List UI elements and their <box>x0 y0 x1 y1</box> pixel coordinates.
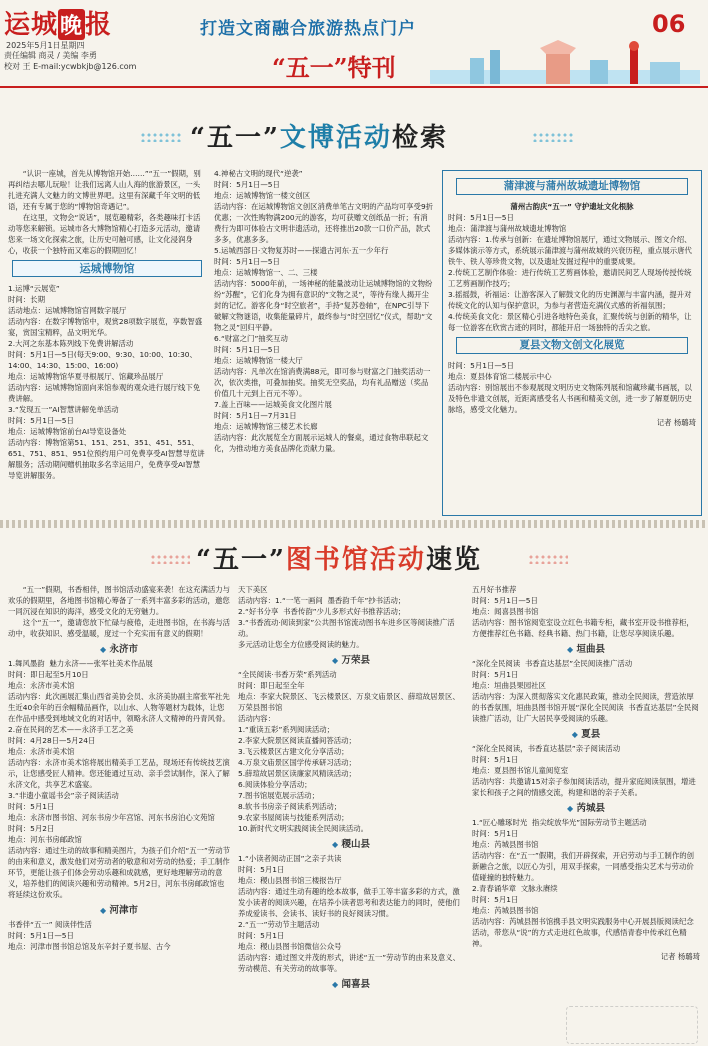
text-line: 活动内容：1.“一笔一画间 墨香韵千年”抄书活动； <box>238 596 406 605</box>
county-header: ◆ 夏县 <box>571 729 601 740</box>
masthead <box>0 0 708 90</box>
venue-header-yuncheng-museum: 运城博物馆 <box>12 260 202 277</box>
text-line: 1.“匠心雕琢时光 指尖绽放华光”国际劳动节主题活动 <box>472 818 647 827</box>
text-line: 4.传统美食文化：景区精心引进各地特色美食，汇聚传统与创新的精华，让每一位游客在欣赏古迹的同时，都能开启一场独特的舌尖之旅。 <box>448 312 692 332</box>
text-line: 地点：芮城县图书馆 <box>472 906 539 915</box>
text-line: 地点：运城博物馆三楼艺术长廊 <box>214 422 318 431</box>
text-line: 地点：稷山县图书馆三楼报告厅 <box>238 876 342 885</box>
text-line: 地点：蒲津渡与蒲州故城遗址博物馆 <box>448 224 567 233</box>
text-line: 活动内容：在运城博物馆文创区消费单笔古文明的产品均可享受9折优惠；一次性购物满200元的游客，均可获赠文创纸品一折；有消费行为即可体验古文明非遗活动，还将推出20款一口价产品，款式多多，优惠多多。 <box>214 202 434 244</box>
section2-title-c: 速览 <box>425 545 482 575</box>
text-line: 时间：5月1日 <box>238 865 285 874</box>
text-line: 时间：即日起至全年 <box>238 681 305 690</box>
text-line: 活动内容：此次画展汇集山西省美协会员、永济美协副主席张军社先生近40余年的百余幅精品画作，以山水、人物等题材为载体，让您在作品中感受到地域文化的对话中，领略永济人文精神的丹青风骨。 <box>8 692 230 723</box>
text-line: 五月好书推荐 <box>472 585 517 594</box>
text-line: 2.奋在民间的艺术——永济手工艺之美 <box>8 725 134 734</box>
text-line: 6.“财富之门”抽奖互动 <box>214 334 288 343</box>
text-line: 3.“书香流动·阅读到家”公共图书馆流动图书车进乡区等阅读推广活动。 <box>238 618 455 638</box>
venue-header-pujindu-museum: 蒲津渡与蒲州故城遗址博物馆 <box>456 178 688 195</box>
text-line: 活动内容：在“五一”假期，我们开辟探索，开启劳动与手工制作的创新融合之旅，以匠心为引，用双手探索，一同感受指尖艺术与劳动价值碰撞的独特魅力。 <box>472 851 694 882</box>
section1-title-b: 文博活动 <box>279 123 392 153</box>
text-line: 时间：5月1日—5日 <box>448 361 514 370</box>
logo-text-b: 晚 <box>58 9 85 40</box>
title-dots-left <box>140 132 182 142</box>
text-line: 地点：河津市图书馆总馆及东辛封子夏书屋、古今 <box>8 942 171 951</box>
text-line: 地点：稷山县图书馆微信公众号 <box>238 942 342 951</box>
county-name: 芮城县 <box>576 803 605 814</box>
text-line: 时间：5月1日 <box>472 895 519 904</box>
text-line: 活动内容：运城博物馆面向来馆参观的观众进行展厅线下免费讲解。 <box>8 383 201 403</box>
text-line: 3.“非遗小童谣书会”亲子阅读活动 <box>8 791 119 800</box>
county-header: ◆ 芮城县 <box>567 803 605 814</box>
text-line: 地点：运城博物馆一楼文创区 <box>214 191 311 200</box>
text-line: “深化全民阅读，书香直达基层”亲子阅读活动 <box>472 744 621 753</box>
section1-title-a: “五一” <box>190 123 280 153</box>
section1-title <box>190 117 448 154</box>
section2-column-1 <box>8 584 230 1044</box>
county-header: ◆ 永济市 <box>100 644 138 655</box>
text-line: 书香伴“五一” 阅读伴性活 <box>8 920 92 929</box>
text-line: 活动内容：5000年前，一场神秘的能量波动让运城博物馆的文物纷纷“苏醒”，它们化身为拥有意识的“文物之灵”，等待有缘人揭开尘封的记忆。游客化身“时空旅者”，手持“复苏卷轴”，在NPC引导下破解文物谜语，收集能量碎片，最终参与“时空回忆”仪式，帮助“文物之灵”回归平静。 <box>214 279 433 332</box>
county-name: 夏县 <box>581 729 601 740</box>
issue-date: 2025年5月1日星期四 <box>6 41 85 50</box>
paragraph: “认识一座城，首先从博物馆开始……”“五一”假期，别再纠结去哪儿玩啦！让我们远离人山人海的旅游景区，一头扎进充满人文魅力的文博世界吧。这里有深藏千年文明的低语，还有专属于您的“博物馆奇遇记”。 <box>8 169 201 211</box>
text-line: 2.“五一”劳动节主题活动 <box>238 920 320 929</box>
text-line: 时间：4月28日—5月24日 <box>8 736 96 745</box>
text-line: 时间：5月1日—7月31日 <box>214 411 297 420</box>
text-line: 地点：运城博物馆一楼大厅 <box>214 356 303 365</box>
text-line: 地点：永济市美术馆 <box>8 681 75 690</box>
text-line: 时间：5月1日—5日 <box>214 180 280 189</box>
text-line: 1.舞风墨韵 魅力永济——张军社美术作品展 <box>8 659 153 668</box>
text-line: 地点：垣曲县果园社区 <box>472 681 546 690</box>
title-dots-right <box>528 554 568 564</box>
text-line: 9.农家书屋阅读与技能系列活动； <box>238 813 349 822</box>
text-line: 地点：闻喜县图书馆 <box>472 607 539 616</box>
paragraph: “五一”假期，书香相伴，图书馆活动盛宴来袭！在这充满活力与欢乐的假期里，各地图书馆精心筹备了一系列丰富多彩的活动，邀您一同沉浸在知识的海洋，感受文化的无穷魅力。 <box>8 585 230 616</box>
title-dots-right <box>532 132 574 142</box>
text-line: 5.薛瑄故居景区读廉家风精读活动； <box>238 769 356 778</box>
title-dots-left <box>150 554 190 564</box>
text-line: 活动内容： <box>238 714 275 723</box>
text-line: 时间：5月1日 <box>238 931 285 940</box>
newspaper-logo <box>4 4 112 41</box>
text-line: 3.“发现五一”AI智慧讲解免单活动 <box>8 405 119 414</box>
text-line: 2.传统工艺制作体验：进行传统工艺剪画体验，邀请民间艺人现场传授传统工艺剪画制作技巧； <box>448 268 692 288</box>
section1-column-3 <box>448 174 696 512</box>
section1-column-2 <box>214 168 434 518</box>
text-line: 时间：5月1日—5日 <box>448 213 514 222</box>
text-line: 时间：5月1日 <box>8 802 55 811</box>
text-line: 时间：5月1日—5日 <box>472 596 538 605</box>
county-name: 稷山县 <box>341 839 370 850</box>
text-line: 6.阅读体验分享活动； <box>238 780 312 789</box>
text-line: 活动地点：运城博物馆官网数字展厅 <box>8 306 127 315</box>
text-line: 地点：运城博物馆一、二、三楼 <box>214 268 318 277</box>
watermark-stamp <box>566 1006 698 1044</box>
county-header: ◆ 稷山县 <box>332 839 370 850</box>
text-line: 活动内容：凡单次在馆消费满88元，即可参与财富之门抽奖活动一次，依次类推，可叠加抽奖。抽奖无空奖品，均有礼品赠送（奖品价值几十元到上百元不等）。 <box>214 367 431 398</box>
text-line: 蒲州古韵庆“五一” 守护遗址文化根脉 <box>510 202 634 211</box>
text-line: 时间：5月1日 <box>472 670 519 679</box>
text-line: 时间：5月1日 <box>472 829 519 838</box>
text-line: 活动内容：此次展览全方面展示运城人的餐桌，通过食物串联起文化，为推动地方美食品牌化贡献力量。 <box>214 433 429 453</box>
text-line: 地点：河东书房邮政馆 <box>8 835 82 844</box>
text-line: 时间：5月1日—5日 <box>214 345 280 354</box>
masthead-rule <box>0 86 708 88</box>
section2-title-a: “五一” <box>196 545 286 575</box>
text-line: 活动内容：通过生动的故事和精美图片，为孩子们介绍“五一”劳动节的由来和意义，激发他们对劳动者的敬意和对劳动的热爱；手工制作环节，更能让孩子们体会劳动乐趣和成就感，更好地理解劳动的意义，培养他们的阅读兴趣和劳动精神。5月2日，河东书房邮政馆也将延续这份欢乐。 <box>8 846 230 899</box>
author-byline: 记者 杨璐琦 <box>656 418 696 427</box>
county-name: 永济市 <box>109 644 138 655</box>
section1-title-c: 检索 <box>391 123 448 153</box>
text-line: 时间：5月1日—5日(每天9:00、9:30、10:00、10:30、14:00、14:30、15:00、16:00) <box>8 350 197 370</box>
text-line: 活动内容：别馆展出不参观展现文明历史文物陈列展和馆藏珍藏书画展，以及特色非遗文创展，近距离感受名人书画和精美文创，进一步了解夏朝历史脉络，感受文化魅力。 <box>448 383 692 414</box>
venue-header-xiaxian-exhibition: 夏县文物文创文化展览 <box>456 337 688 354</box>
text-line: “深化全民阅读 书香直达基层”全民阅读推广活动 <box>472 659 633 668</box>
text-line: 2.大河之东基本陈列线下免费讲解活动 <box>8 339 134 348</box>
page-slogan: 打造文商融合旅游热点门户 <box>200 19 416 39</box>
text-line: 8.软书书房亲子阅读系列活动； <box>238 802 342 811</box>
section1-column-1 <box>8 168 206 518</box>
text-line: 10.新时代文明实践阅读全民阅读活动。 <box>238 824 369 833</box>
text-line: 2.李家大院景区阅读直播间答活动； <box>238 736 356 745</box>
text-line: 地点：夏县图书馆儿童阅览室 <box>472 766 569 775</box>
text-line: 活动内容：为深入贯彻落实文化惠民政策，推动全民阅读，营造浓厚的书香氛围，垣曲县图书馆开展“深化全民阅读 书香直达基层”全民阅读推广活动，让广大居民享受阅读的乐趣。 <box>472 692 699 723</box>
page-number: 06 <box>652 10 686 38</box>
text-line: 3.飞云楼景区古建文化分享活动； <box>238 747 349 756</box>
text-line: 地点：夏县体育馆二楼展示中心 <box>448 372 552 381</box>
section-divider <box>0 520 708 528</box>
staff-line: 校对 王 E-mail:ycwbkjb@126.com <box>4 62 137 71</box>
text-line: 5.运城西部日·文物复苏时——探遗古河东·五一少年行 <box>214 246 389 255</box>
county-header: ◆ 万荣县 <box>332 655 370 666</box>
paragraph: 这个“五一”，邀请您放下忙碌与疲倦，走进图书馆，在书海与活动中，收获知识、感受温暖，度过一个充实而有意义的假期！ <box>8 618 230 638</box>
text-line: 4.神秘古文明的现代“逆袭” <box>214 169 303 178</box>
text-line: 1.运博“云展览” <box>8 284 60 293</box>
paragraph: 在这里，文物会“说话”，展览趣精彩，各类趣味打卡活动等您来解锁。运城市各大博物馆精心打造多元活动，邀请您来一场文化探索之旅，让历史可触可感，让文化浸润身心，收获一个独特而又难忘的假期回忆！ <box>8 213 201 255</box>
author-byline: 记者 杨璐琦 <box>660 952 700 961</box>
text-line: 活动内容：在数字博物馆中，观赏28项数字展览，享数智盛宴，赏国宝精粹，品文明光华。 <box>8 317 203 337</box>
county-name: 万荣县 <box>341 655 370 666</box>
text-line: 活动内容：永济市美术馆将展出精美手工艺品，现场还有传统技艺演示，让您感受匠人精神。您还能通过互动、亲手尝试制作，深入了解永济文化，共享艺术盛宴。 <box>8 758 230 789</box>
text-line: 地点：永济市美术馆 <box>8 747 75 756</box>
text-line: 地点：芮城县图书馆 <box>472 840 539 849</box>
text-line: 活动内容：共邀请15对亲子参加阅读活动，提升家庭阅读氛围，增进家长和孩子之间的情感交流，构建和谐的亲子关系。 <box>472 777 696 797</box>
county-header: ◆ 垣曲县 <box>567 644 605 655</box>
text-line: 多元活动让您全方位感受阅读的魅力。 <box>238 640 364 649</box>
logo-text-c: 报 <box>85 10 113 40</box>
text-line: 活动内容：通过生动有趣的绘本故事，做手工等丰富多彩的方式，激发小读者的阅读兴趣，在培养小读者思考和表达能力的同时，使他们养成爱读书、会读书、读好书的良好阅读习惯。 <box>238 887 460 918</box>
staff-credits <box>4 50 136 72</box>
text-line: 地点：李家大院景区、飞云楼景区、万泉文庙景区、薛瑄故居景区、万荣县图书馆 <box>238 692 460 712</box>
text-line: 活动内容：芮城县图书馆携手县文明实践服务中心开展县版阅读纪念活动，带您从“说”的方式走进红色故事，代感悟青春中传承红色精神。 <box>472 917 694 948</box>
text-line: 活动内容：博物馆第51、151、251、351、451、551、651、751、851、951位预约用户可免费享受AI智慧导览讲解服务；活动期间赠机抽取多名幸运用户，免费享受AI智慧导览讲解服务。 <box>8 438 205 480</box>
text-line: 时间：5月2日 <box>8 824 55 833</box>
staff-line: 责任编辑 商灵 / 美编 李勇 <box>4 51 97 60</box>
text-line: 7.盖上百味——运城美食文化图片展 <box>214 400 332 409</box>
county-header: ◆ 河津市 <box>100 905 138 916</box>
text-line: 4.万泉文庙景区国学传承研习活动； <box>238 758 356 767</box>
section2-title <box>196 539 482 576</box>
section2-column-3 <box>472 584 700 1044</box>
text-line: 地点：运城博物馆前台AI导览设备处 <box>8 427 127 436</box>
text-line: 活动内容：1.传承与创新：在遗址博物馆展厅，通过文物展示、图文介绍、多媒体演示等方式，系统展示蒲津渡与蒲州故城的兴衰历程，重点展示唐代铁牛、铁人等珍贵文物，以及遗址发掘过程中的重要成果。 <box>448 235 692 266</box>
county-name: 垣曲县 <box>576 644 605 655</box>
text-line: 时间：5月1日—5日 <box>8 931 74 940</box>
text-line: 1.“重读五彩”系列阅读活动； <box>238 725 335 734</box>
text-line: 2.青春诵华章 文脉永赓续 <box>472 884 558 893</box>
text-line: 2.“好书分享 书香传韵”少儿多形式好书推荐活动； <box>238 607 406 616</box>
text-line: 1.“小读者阅动正国”之亲子共读 <box>238 854 342 863</box>
county-header: ◆ 闻喜县 <box>332 979 370 990</box>
text-line: 地点：永济市图书馆、河东书房少年宫馆、河东书房泊心文苑馆 <box>8 813 215 822</box>
text-line: 地点：运城博物馆华夏寻根展厅、馆藏珍品展厅 <box>8 372 164 381</box>
section2-title-b: 图书馆活动 <box>285 545 426 575</box>
logo-text-a: 运城 <box>4 10 59 40</box>
text-line: 7.图书馆展览展示活动； <box>238 791 319 800</box>
text-line: 3.摇摇鼓，祈福运：让游客深入了解鼓文化的历史渊源与丰富内涵，提升对传统文化的认知与保护意识，为参与者营造充满仪式感的祈福氛围； <box>448 290 692 310</box>
text-line: 时间：5月1日—5日 <box>8 416 74 425</box>
text-line: 天下美区 <box>238 585 268 594</box>
special-issue-title: “五一”特刊 <box>272 53 396 82</box>
city-skyline-illustration <box>430 40 700 84</box>
text-line: 活动内容：图书馆阅览室设立红色书籍专柜，藏书室开设书推荐柜，方便推荐红色书籍、经典书籍、热门书籍，让您尽享阅读乐趣。 <box>472 618 694 638</box>
text-line: 时间：长期 <box>8 295 45 304</box>
county-name: 闻喜县 <box>341 979 370 990</box>
county-name: 河津市 <box>109 905 138 916</box>
text-line: “全民阅读·书香万荣”系列活动 <box>238 670 337 679</box>
text-line: 活动内容：通过图文并茂的形式，讲述“五一”劳动节的由来及意义、劳动模范、有关劳动的故事等。 <box>238 953 460 973</box>
text-line: 时间：即日起至5月10日 <box>8 670 89 679</box>
text-line: 时间：5月1日—5日 <box>214 257 280 266</box>
text-line: 时间：5月1日 <box>472 755 519 764</box>
section2-column-2 <box>238 584 464 1044</box>
